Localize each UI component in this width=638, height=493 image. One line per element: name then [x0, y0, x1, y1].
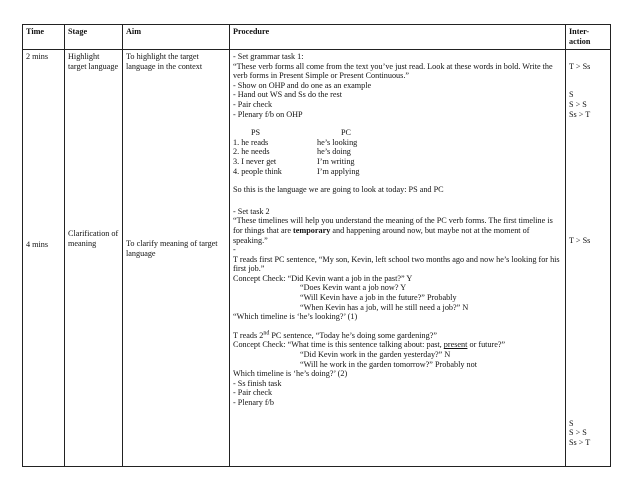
concept-check-q: “Did Kevin work in the garden yesterday?” N — [300, 350, 451, 360]
proc-task-2: - Set task 2 — [233, 206, 270, 216]
procedure-cell — [230, 50, 566, 467]
ps-pc-pair: 3. I never get I’m writing — [233, 156, 355, 166]
interaction-label: S — [569, 418, 574, 428]
proc-reads-2: T reads 2nd PC sentence, “Today he’s doing some gardening?” — [233, 330, 438, 340]
aim-1: To highlight the target language in the context — [126, 52, 203, 71]
proc-closing: So this is the language we are going to look at today: PS and PC — [233, 185, 444, 195]
pc-heading: PC — [341, 128, 352, 138]
concept-check-q: “When Kevin has a job, will he still need a job?” N — [300, 302, 469, 312]
ps-heading: PS — [251, 128, 261, 138]
proc-step: - Pair check — [233, 388, 273, 398]
concept-check-q: “Will Kevin have a job in the future?” Probably — [300, 293, 457, 303]
concept-check: Concept Check: “Did Kevin want a job in the past?” Y — [233, 273, 413, 283]
concept-check-q: “Does Kevin want a job now? Y — [300, 283, 407, 293]
table-row — [23, 50, 611, 467]
ps-pc-pair: 2. he needs he’s doing — [233, 147, 351, 157]
aim-2: To clarify meaning of target language — [126, 239, 218, 258]
ps-pc-pair: 1. he reads he’s looking — [233, 137, 358, 147]
ps-pc-heading — [233, 128, 562, 138]
ps-pc-pair: 4. people think I’m applying — [233, 166, 360, 176]
timeline-question: Which timeline is ‘he’s doing?’ (2) — [233, 369, 348, 379]
header-stage: Stage — [65, 25, 123, 50]
interaction-label: S — [569, 90, 574, 100]
proc-step: - Plenary f/b — [233, 398, 274, 407]
proc-dash: - — [233, 245, 236, 255]
header-row — [23, 25, 611, 50]
header-procedure: Procedure — [230, 25, 566, 50]
time-cell — [23, 50, 65, 467]
stage-1: Highlight target language — [68, 52, 119, 71]
interaction-label: S > S — [569, 428, 587, 438]
proc-step: - Ss finish task — [233, 378, 282, 388]
lesson-plan-table — [22, 24, 611, 467]
concept-check: Concept Check: “What time is this sentence talking about: past, present or future?” — [233, 340, 506, 350]
header-aim: Aim — [123, 25, 230, 50]
proc-quote-2: “These timelines will help you understand the meaning of the PC verb forms. The first timeline is for things that are temporary and happening around now, but maybe not at the moment of speaking.” — [233, 216, 553, 245]
proc-step: - Pair check — [233, 99, 273, 109]
interaction-label: S > S — [569, 99, 587, 109]
time-1: 2 mins — [26, 52, 49, 61]
proc-step: - Plenary f/b on OHP — [233, 109, 303, 119]
interaction-label: Ss > T — [569, 437, 591, 447]
stage-2: Clarification of meaning — [68, 229, 119, 248]
proc-quote-1: “These verb forms all come from the text you’ve just read. Look at these words in bold. Write the verb forms in Present Simple or Present Continuous.” — [233, 61, 553, 81]
interaction-cell — [566, 50, 611, 467]
header-interaction: Inter-action — [566, 25, 611, 50]
time-2: 4 mins — [26, 239, 49, 249]
header-time: Time — [23, 25, 65, 50]
proc-task-1: - Set grammar task 1: — [233, 52, 304, 61]
interaction-label: T > Ss — [569, 236, 591, 246]
interaction-label: T > Ss — [569, 61, 591, 71]
timeline-question: “Which timeline is ‘he’s looking?’ (1) — [233, 312, 358, 322]
stage-cell — [65, 50, 123, 467]
aim-cell — [123, 50, 230, 467]
proc-reads-1: T reads first PC sentence, “My son, Kevin, left school two months ago and now he’s looking for his first job.” — [233, 254, 560, 274]
interaction-label: Ss > T — [569, 109, 591, 119]
proc-step: - Show on OHP and do one as an example — [233, 80, 372, 90]
concept-check-q: “Will he work in the garden tomorrow?” Probably not — [300, 359, 478, 369]
proc-step: - Hand out WS and Ss do the rest — [233, 90, 343, 100]
